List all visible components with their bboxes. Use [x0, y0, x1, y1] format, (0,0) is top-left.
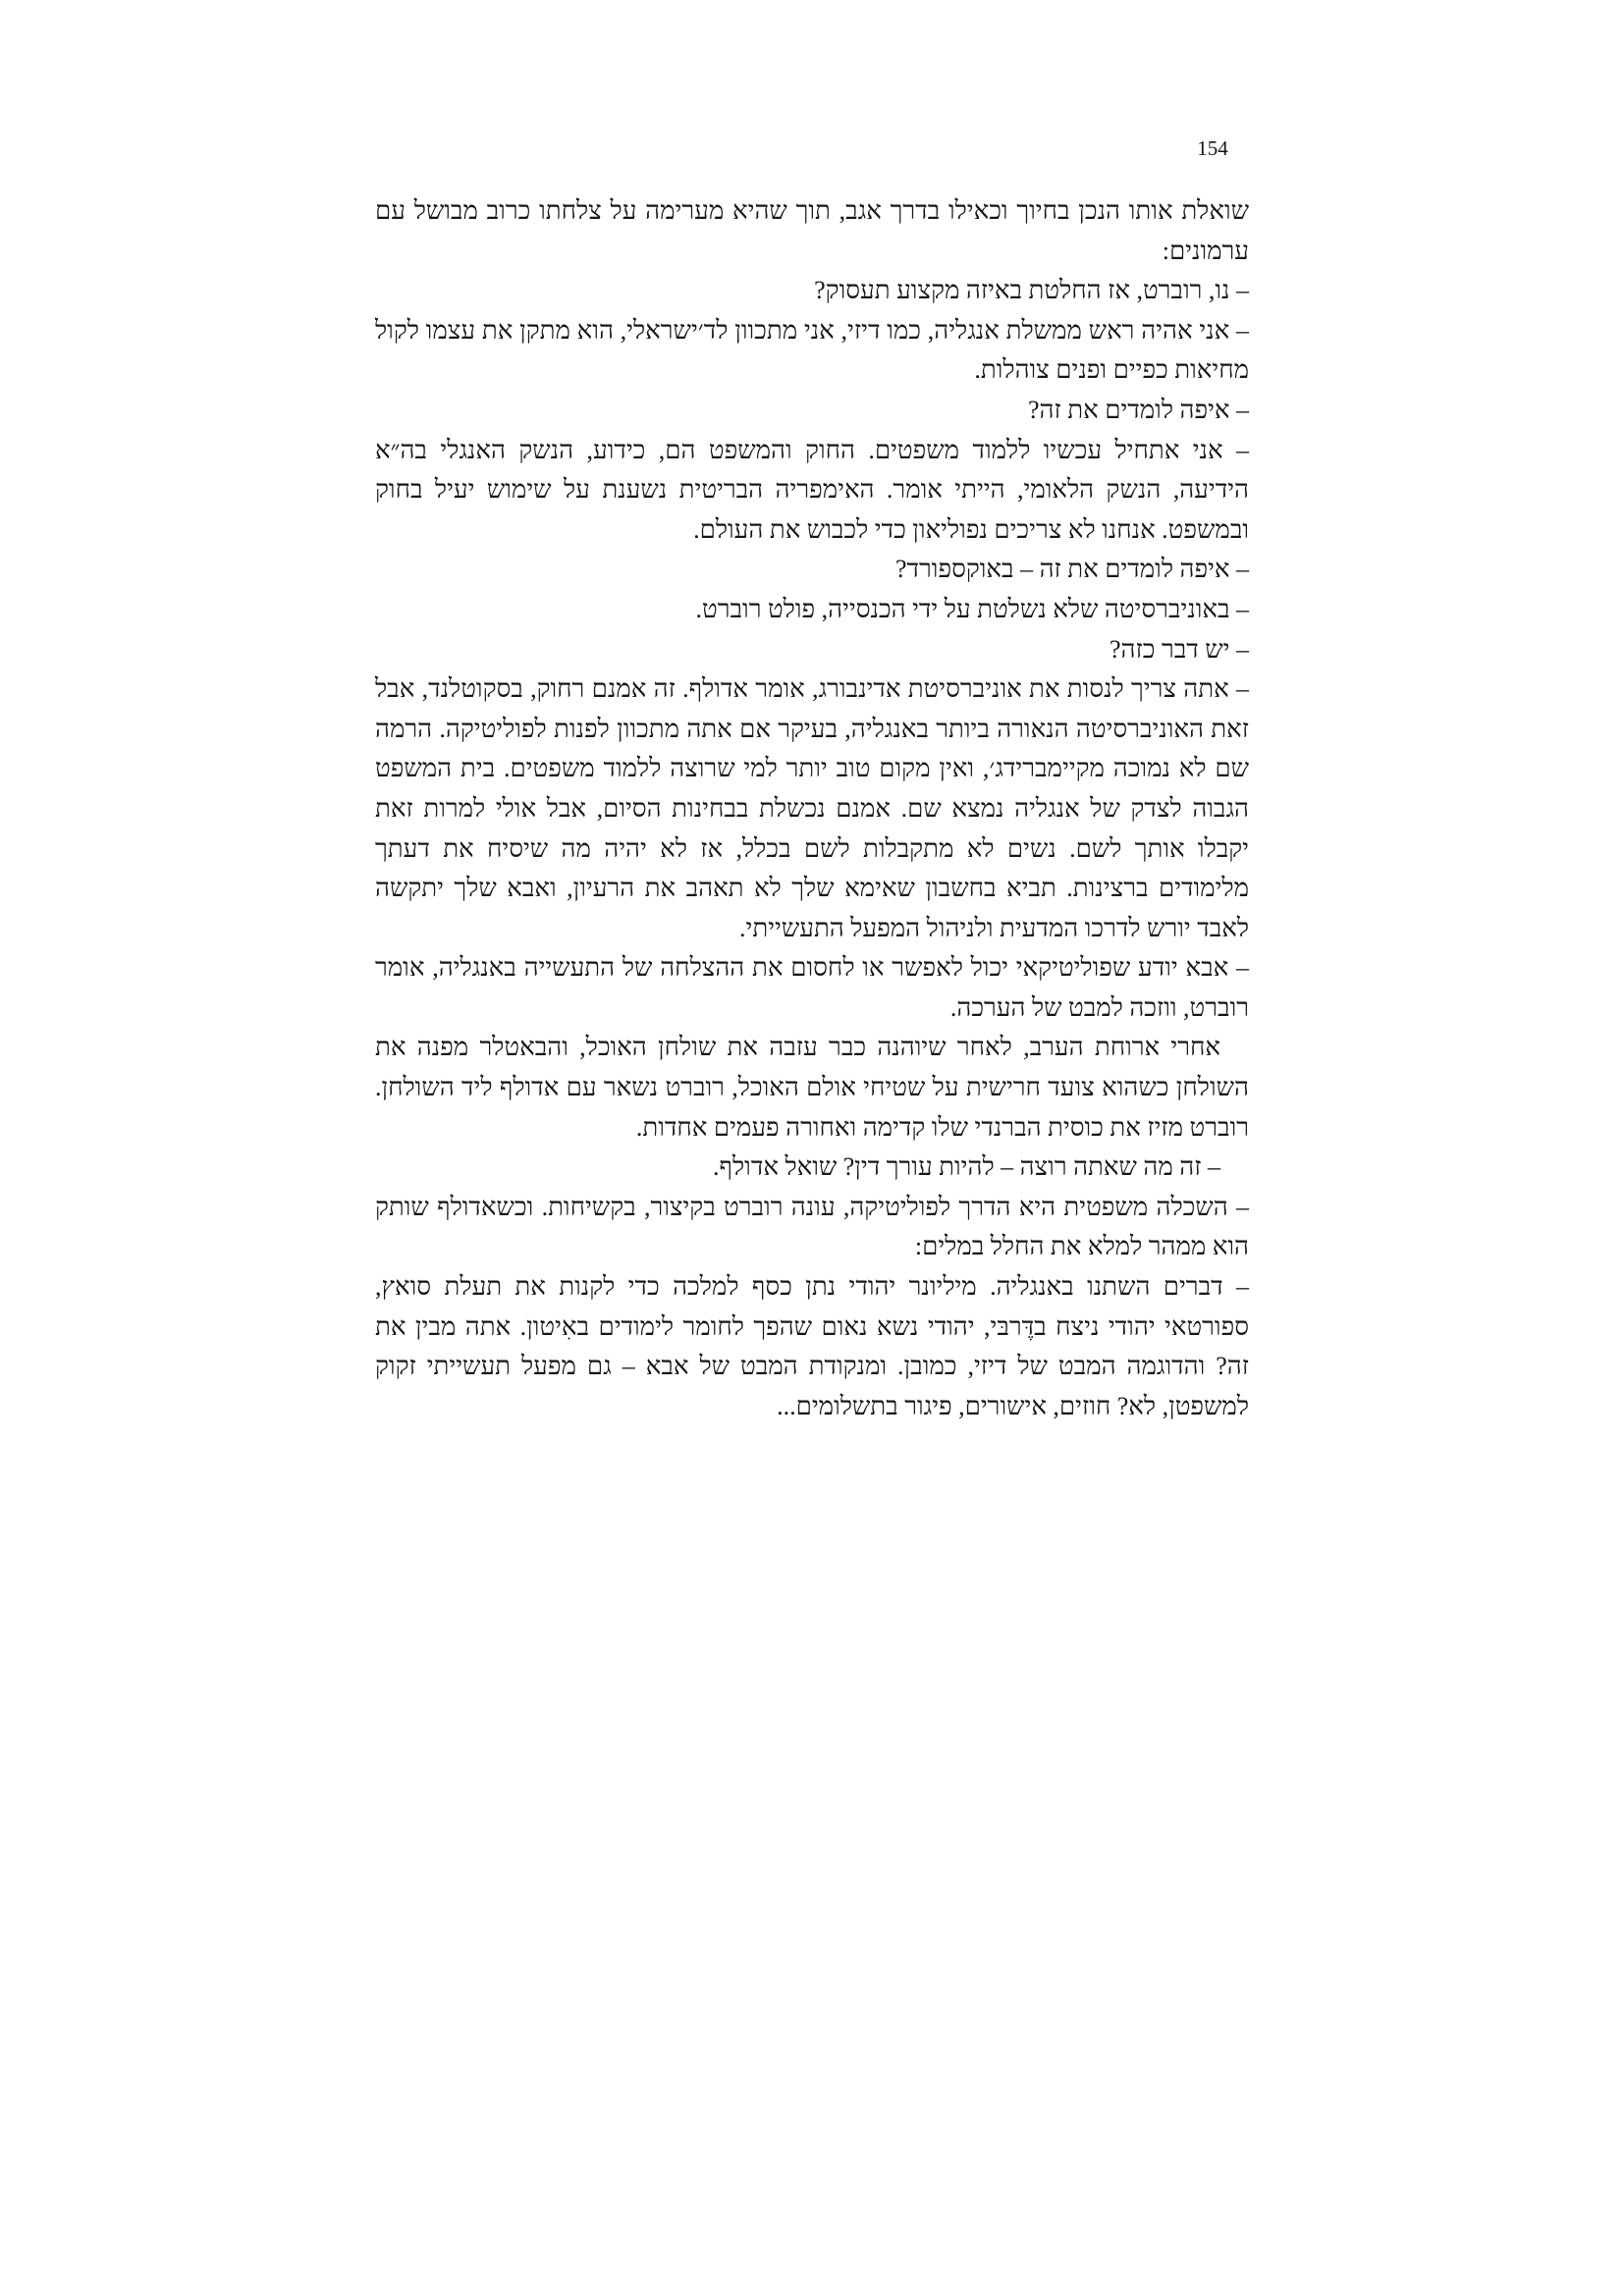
dialogue-line: – השכלה משפטית היא הדרך לפוליטיקה, עונה רוברט בקיצור, בקשיחות. וכשאדולף שותק הוא ממהר למלא את החלל במלים:	[375, 1192, 1249, 1261]
page-number: 154	[1197, 136, 1228, 160]
dialogue-line: – אני אהיה ראש ממשלת אנגליה, כמו דיזי, אני מתכוון לד׳ישראלי, הוא מתקן את עצמו לקול מחיאות כפיים ופנים צוהלות.	[375, 315, 1249, 385]
dialogue-line: – איפה לומדים את זה?	[1028, 395, 1249, 424]
narrative-paragraph: אחרי ארוחת הערב, לאחר שיוהנה כבר עזבה את שולחן האוכל, והבאטלר מפנה את השולחן כשהוא צועד חרישית על שטיחי אולם האוכל, רוברט נשאר עם אדולף ליד השולחן. רוברט מזיז את כוסית הברנדי שלו קדימה ואחורה פעמים אחדות.	[375, 1033, 1249, 1142]
body-text	[375, 191, 1249, 1426]
dialogue-line: – אתה צריך לנסות את אוניברסיטת אדינבורג, אומר אדולף. זה אמנם רחוק, בסקוטלנד, אבל זאת האוניברסיטה הנאורה ביותר באנגליה, בעיקר אם אתה מתכוון לפנות לפוליטיקה. הרמה שם לא נמוכה מקיימברידג׳, ואין מקום טוב יותר למי שרוצה ללמוד משפטים. בית המשפט הגבוה לצדק של אנגליה נמצא שם. אמנם נכשלת בבחינות הסיום, אבל אולי למרות זאת יקבלו אותך לשם. נשים לא מתקבלות לשם בכלל, אז לא יהיה מה שיסיח את דעתך מלימודים ברצינות. תביא בחשבון שאימא שלך לא תאהב את הרעיון, ואבא שלך יתקשה לאבד יורש לדרכו המדעית ולניהול המפעל התעשייתי.	[375, 674, 1249, 942]
dialogue-line: – דברים השתנו באנגליה. מיליונר יהודי נתן כסף למלכה כדי לקנות את תעלת סואץ, ספורטאי יהודי ניצח בדֶּרבּי, יהודי נשא נאום שהפך לחומר לימודים באִיטון. אתה מבין את זה? והדוגמה המבט של דיזי, כמובן. ומנקודת המבט של אבא – גם מפעל תעשייתי זקוק למשפטן, לא? חוזים, אישורים, פיגור בתשלומים...	[375, 1272, 1249, 1420]
dialogue-line: – איפה לומדים את זה – באוקספורד?	[894, 555, 1249, 584]
dialogue-line: – באוניברסיטה שלא נשלטת על ידי הכנסייה, פולט רוברט.	[695, 594, 1249, 623]
dialogue-line: – נו, רוברט, אז החלטת באיזה מקצוע תעסוק?	[814, 276, 1249, 305]
dialogue-line: – יש דבר כזה?	[1110, 634, 1249, 664]
dialogue-line: – אני אתחיל עכשיו ללמוד משפטים. החוק והמשפט הם, כידוע, הנשק האנגלי בה״א הידיעה, הנשק הלאומי, הייתי אומר. האימפריה הבריטית נשענת על שימוש יעיל בחוק ובמשפט. אנחנו לא צריכים נפוליאון כדי לכבוש את העולם.	[375, 435, 1249, 544]
paragraph: שואלת אותו הנכן בחיוך וכאילו בדרך אגב, תוך שהיא מערימה על צלחתו כרוב מבושל עם ערמונים:	[375, 196, 1249, 265]
dialogue-line: – זה מה שאתה רוצה – להיות עורך דין? שואל אדולף.	[713, 1152, 1220, 1182]
dialogue-line: – אבא יודע שפוליטיקאי יכול לאפשר או לחסום את ההצלחה של התעשייה באנגליה, אומר רוברט, ווזכה למבט של הערכה.	[375, 953, 1249, 1022]
